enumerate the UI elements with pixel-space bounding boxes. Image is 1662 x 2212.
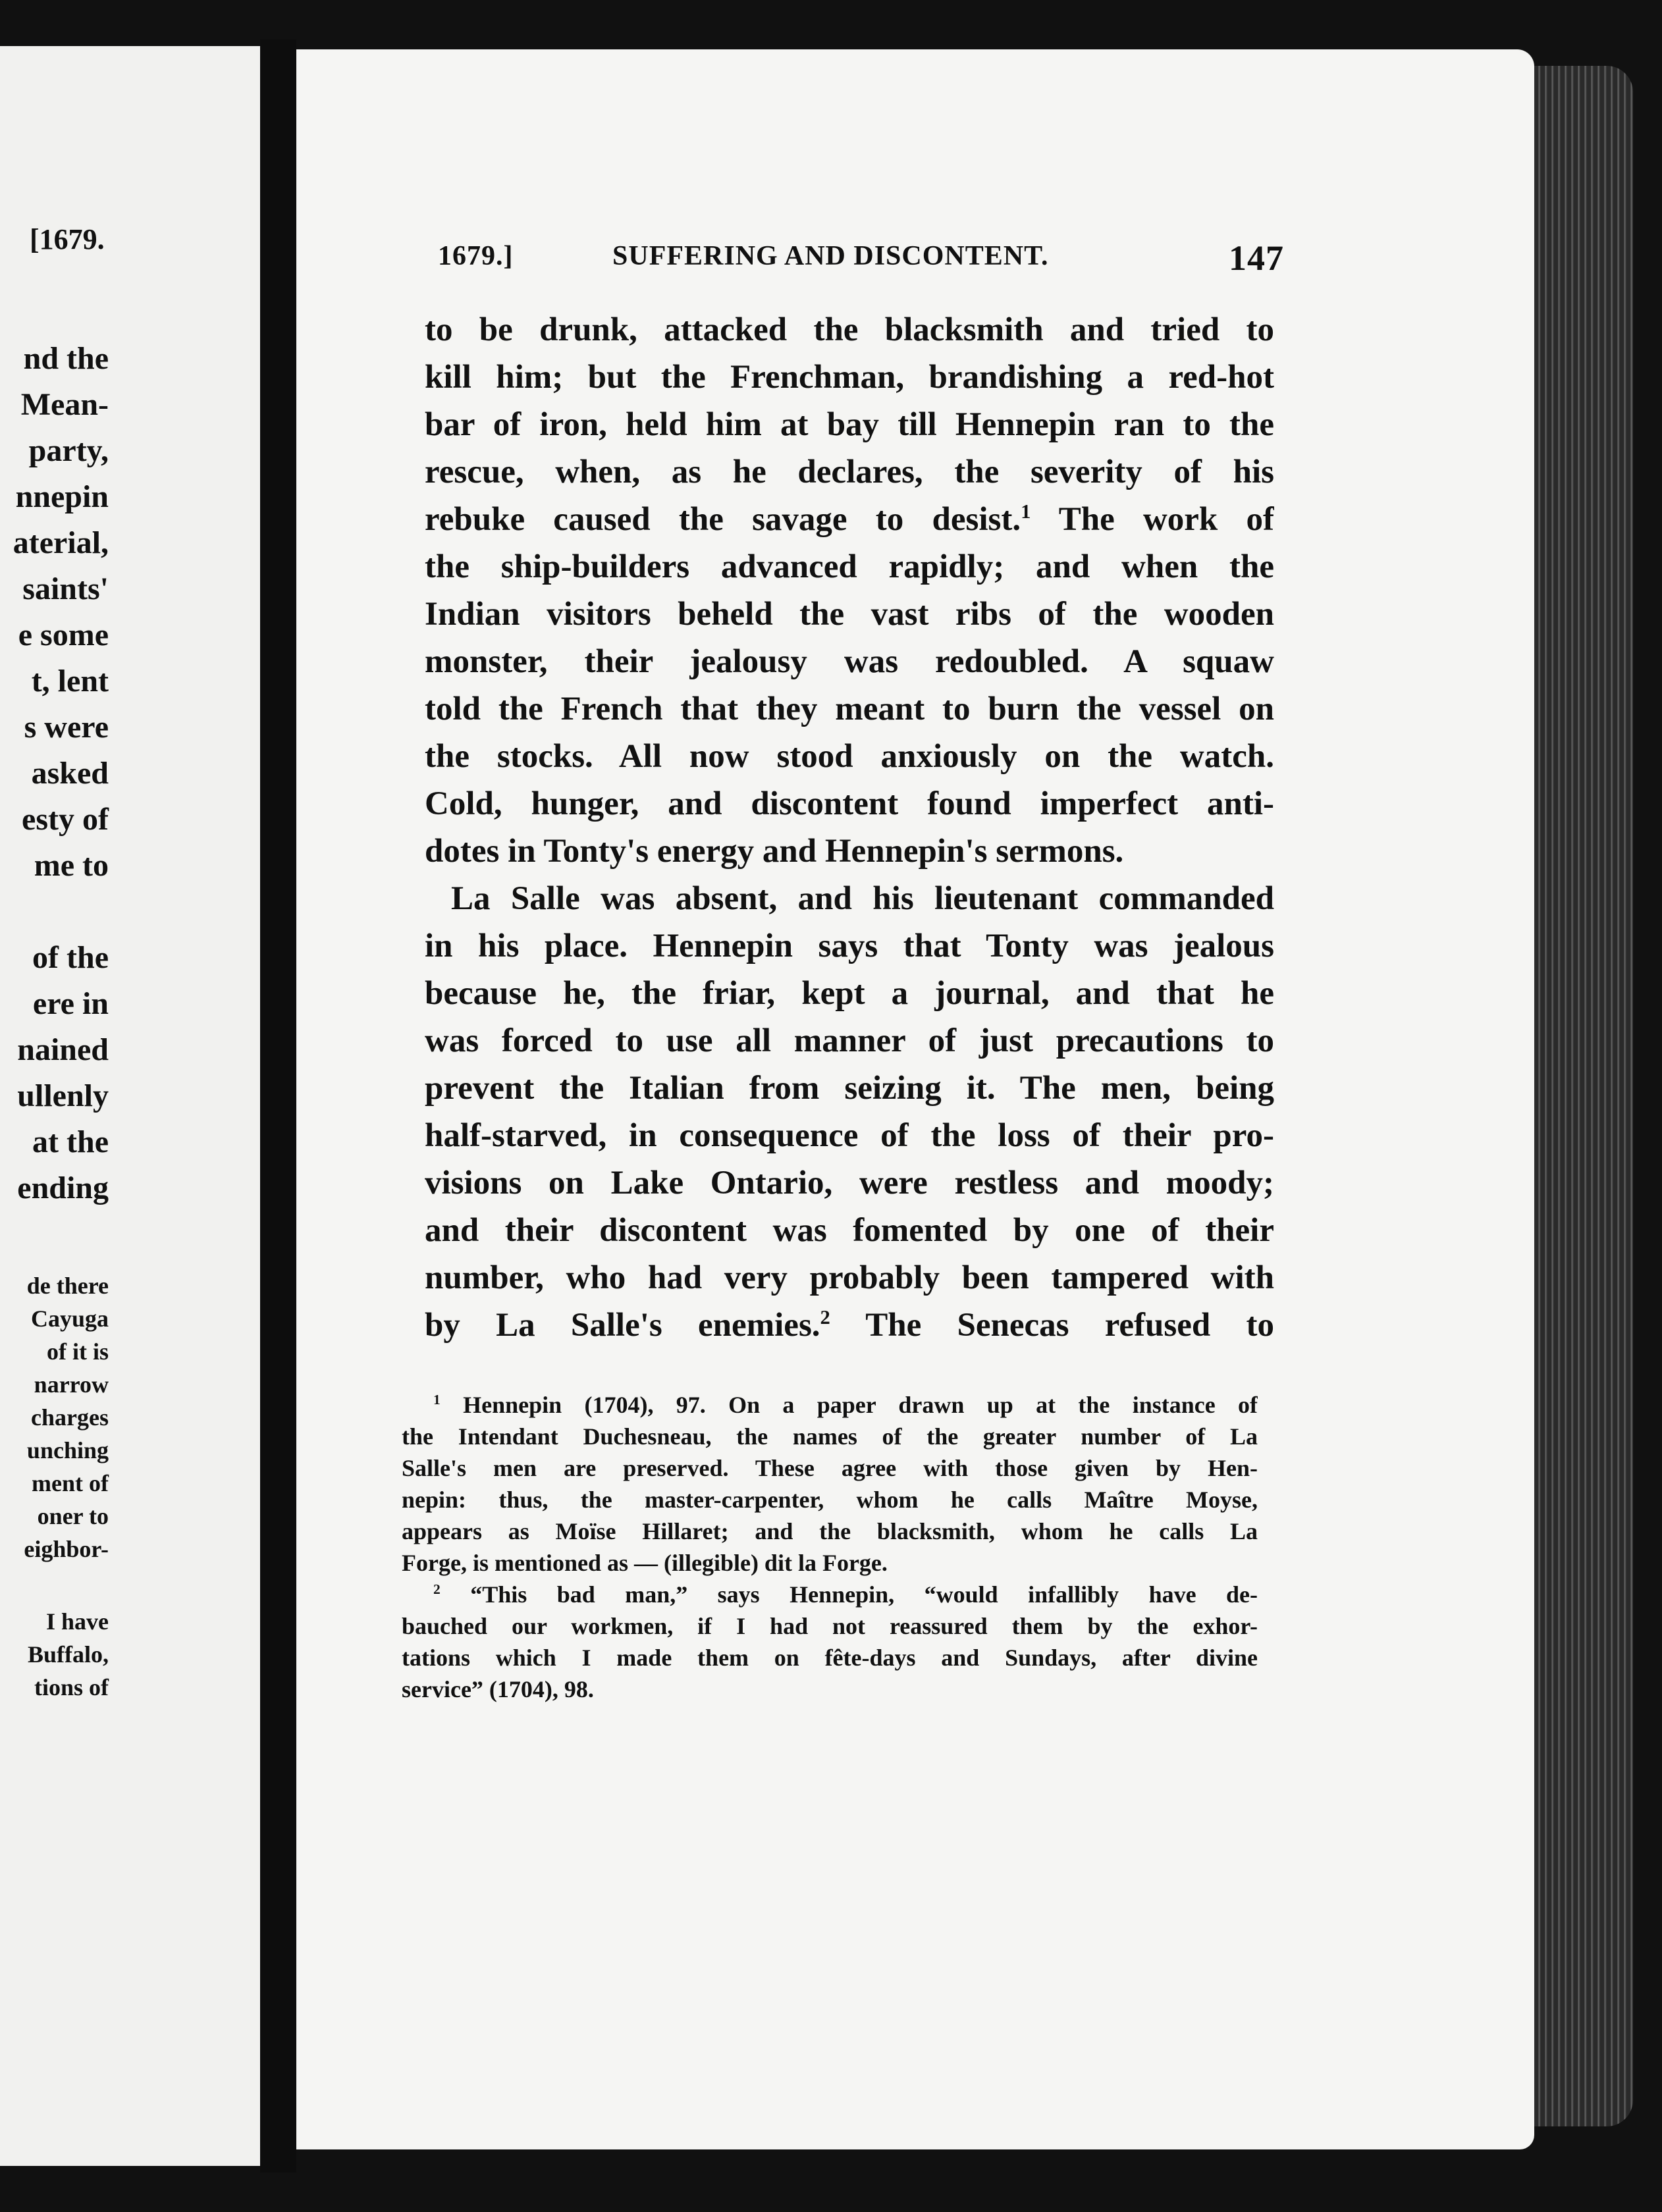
footnote-line: the Intendant Duchesneau, the names of the greater number of La xyxy=(402,1423,1258,1450)
body-line xyxy=(425,496,1274,543)
body-text xyxy=(425,306,1274,1349)
footnote-number: 1 xyxy=(433,1392,441,1408)
page-number: 147 xyxy=(1229,238,1284,278)
right-page xyxy=(296,49,1534,2149)
body-line: prevent the Italian from seizing it. The men, being xyxy=(425,1070,1274,1107)
left-line: s were xyxy=(24,710,109,745)
book-page-edges xyxy=(1534,66,1633,2126)
running-head-year: 1679.] xyxy=(438,241,514,271)
left-line: of the xyxy=(32,940,109,975)
footnote-marker: 2 xyxy=(820,1306,830,1329)
running-head-title: SUFFERING AND DISCONTENT. xyxy=(612,241,1049,271)
left-line: esty of xyxy=(22,802,109,837)
body-line: and their discontent was fomented by one of their xyxy=(425,1212,1274,1249)
footnote-line: tations which I made them on fête-days and Sundays, after divine xyxy=(402,1645,1258,1671)
left-page xyxy=(0,46,260,2166)
footnote-marker: 1 xyxy=(1021,500,1031,523)
body-line: half-starved, in consequence of the loss of their pro- xyxy=(425,1117,1274,1154)
footnote-text: Hennepin (1704), 97. On a paper drawn up at the instance of xyxy=(463,1392,1258,1418)
left-line: party, xyxy=(28,433,109,468)
left-line: ere in xyxy=(32,986,109,1021)
left-footnote-line: Cayuga xyxy=(30,1305,109,1332)
body-line-text: by La Salle's enemies. xyxy=(425,1307,820,1344)
left-footnote-line: ment of xyxy=(32,1470,109,1496)
footnotes xyxy=(402,1389,1258,1705)
body-line: because he, the friar, kept a journal, and that he xyxy=(425,975,1274,1012)
body-line-text: The Senecas refused to xyxy=(865,1307,1274,1344)
left-line: e some xyxy=(18,618,109,652)
left-footnote-line: charges xyxy=(31,1404,109,1431)
book-gutter xyxy=(260,40,296,2172)
left-line: ullenly xyxy=(17,1078,109,1113)
left-footnote-line: unching xyxy=(26,1437,109,1463)
left-running-head: [1679. xyxy=(30,223,105,255)
left-footnote-line: of it is xyxy=(47,1338,109,1365)
body-line: told the French that they meant to burn the vessel on xyxy=(425,691,1274,727)
body-line: La Salle was absent, and his lieutenant commanded xyxy=(451,880,1274,917)
left-line: asked xyxy=(31,756,109,791)
body-line: to be drunk, attacked the blacksmith and tried to xyxy=(425,311,1274,348)
body-line: was forced to use all manner of just precautions to xyxy=(425,1022,1274,1059)
body-line: rescue, when, as he declares, the severity of his xyxy=(425,454,1274,490)
left-footnote-line: I have xyxy=(45,1608,109,1635)
left-line: nd the xyxy=(23,341,109,376)
body-line: kill him; but the Frenchman, brandishing a red-hot xyxy=(425,359,1274,396)
running-head xyxy=(438,240,1284,286)
footnote-line: Forge, is mentioned as — (illegible) dit la Forge. xyxy=(402,1550,888,1576)
left-footnote-line: de there xyxy=(26,1273,109,1299)
body-line: dotes in Tonty's energy and Hennepin's sermons. xyxy=(425,833,1124,870)
body-line xyxy=(425,1302,1274,1349)
left-line: at the xyxy=(32,1124,109,1159)
left-line: aterial, xyxy=(13,525,109,560)
footnote-line: bauched our workmen, if I had not reassured them by the exhor- xyxy=(402,1613,1258,1639)
footnote-text: “This bad man,” says Hennepin, “would infallibly have de- xyxy=(470,1581,1258,1608)
body-line: in his place. Hennepin says that Tonty was jealous xyxy=(425,928,1274,964)
footnote-line xyxy=(402,1389,1258,1421)
body-line: Cold, hunger, and discontent found imperfect anti- xyxy=(425,785,1274,822)
left-line: nained xyxy=(17,1032,109,1067)
body-line: visions on Lake Ontario, were restless and moody; xyxy=(425,1165,1274,1201)
left-footnote-line: tions of xyxy=(34,1674,109,1700)
left-footnote-line: oner to xyxy=(37,1503,109,1529)
body-line-text: The work of xyxy=(1058,501,1274,538)
body-line: Indian visitors beheld the vast ribs of the wooden xyxy=(425,596,1274,633)
footnote-line: Salle's men are preserved. These agree with those given by Hen- xyxy=(402,1455,1258,1481)
left-line: nnepin xyxy=(15,479,109,514)
body-line: number, who had very probably been tampered with xyxy=(425,1259,1274,1296)
left-line: me to xyxy=(34,848,109,883)
body-line-text: rebuke caused the savage to desist. xyxy=(425,501,1021,538)
left-footnote-line: eighbor- xyxy=(24,1536,109,1562)
left-footnote-line: Buffalo, xyxy=(27,1641,109,1668)
footnote-line xyxy=(402,1579,1258,1610)
body-line: the stocks. All now stood anxiously on the watch. xyxy=(425,738,1274,775)
body-line: bar of iron, held him at bay till Hennepin ran to the xyxy=(425,406,1274,443)
left-line: saints' xyxy=(22,571,109,606)
body-line: the ship-builders advanced rapidly; and when the xyxy=(425,548,1274,585)
left-line: ending xyxy=(17,1171,109,1205)
left-line: Mean- xyxy=(20,387,109,422)
footnote-line: nepin: thus, the master-carpenter, whom he calls Maître Moyse, xyxy=(402,1487,1258,1513)
footnote-number: 2 xyxy=(433,1581,441,1597)
footnote-line: service” (1704), 98. xyxy=(402,1676,594,1702)
left-footnote-line: narrow xyxy=(34,1371,109,1398)
left-line: t, lent xyxy=(31,664,109,698)
body-line: monster, their jealousy was redoubled. A squaw xyxy=(425,643,1274,680)
footnote-line: appears as Moïse Hillaret; and the blacksmith, whom he calls La xyxy=(402,1518,1258,1544)
